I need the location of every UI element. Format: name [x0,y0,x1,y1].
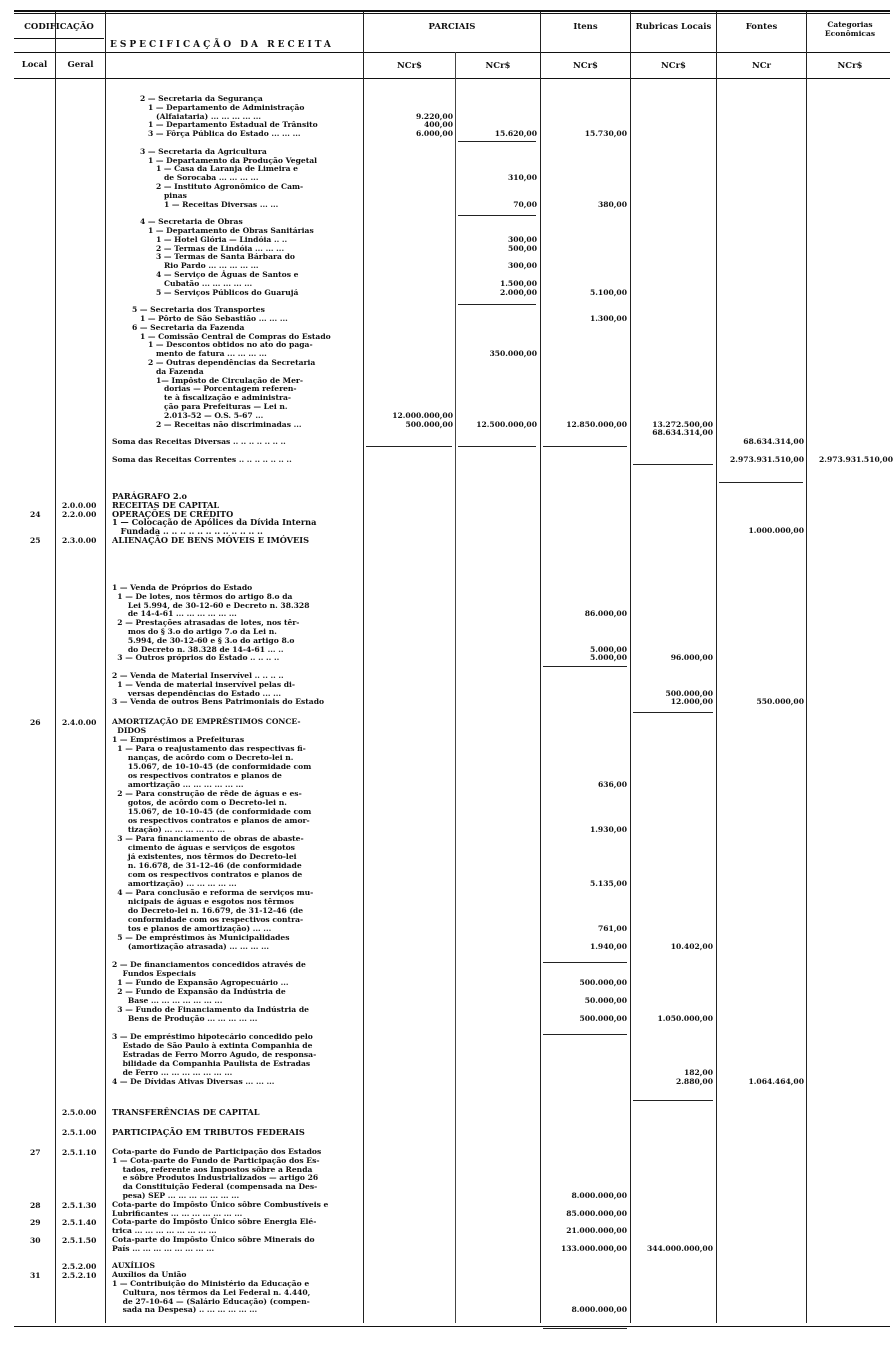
spec-line: (amortização atrasada) ... ... ... ... [112,942,270,951]
amount-it: 500.000,00 [579,1014,627,1023]
amount-rl: 182,00 [683,1068,713,1077]
spec-line: conformidade com os respectivos contra- [112,915,304,924]
spec-line: Lubrificantes ... ... ... ... ... ... ... [112,1208,243,1218]
spec-line: Fundada .. .. .. .. .. .. .. .. .. .. .. .. [112,526,263,537]
spec-line: Cultura, nos têrmos da Lei Federal n. 4.440, [112,1287,311,1297]
spec-line: 2 — De financiamentos concedidos através de [112,960,306,969]
code-geral: 2.4.0.00 [62,718,97,727]
amount-rl: 96.000,00 [670,653,713,663]
unit-fontes: NCr [751,61,771,71]
code-geral: 2.5.2.10 [62,1271,97,1281]
spec-line: amortização ... ... ... ... ... ... [112,780,244,789]
spec-line: ALIENAÇÃO DE BENS MÓVEIS E IMÓVEIS [112,535,310,545]
spec-line: 1 — Departamento de Administração [148,102,305,112]
amount-p1: 12.000.000,00 [392,410,453,420]
spec-line: Cota-parte do Impôsto Único sôbre Energia Elé- [112,1217,317,1227]
spec-line: tização) ... ... ... ... ... ... [112,825,226,834]
spec-line: cimento de águas e serviços de esgotos [112,843,295,852]
spec-line: te à fiscalização e administra- [164,393,292,403]
subtotal-rule [543,1034,627,1035]
spec-line: mos do § 3.o do artigo 7.o da Lei n. [112,627,277,636]
spec-line: n. 16.678, de 31-12-46 (de conformidade [112,861,302,870]
spec-line: 2 — Outras dependências da Secretaria [148,358,316,367]
subtotal-rule [366,446,452,447]
spec-line: os respectivos contratos e planos de [112,771,282,780]
spec-line: 1— Impôsto de Circulação de Mer- [156,375,304,385]
amount-rl: 500.000,00 [665,688,713,698]
spec-line: 2 — Venda de Material Inservível .. .. .. .. [112,671,284,680]
spec-line: 1 — Descontos obtidos no ato do paga- [148,340,313,350]
spec-line: do Decreto-lei n. 16.679, de 31-12-46 (de [112,906,304,915]
spec-line: 2 — Fundo de Expansão da Indústria de [112,987,286,996]
amount-rl: 344.000.000,00 [646,1243,713,1253]
code-geral: 2.5.1.50 [62,1236,97,1245]
spec-line: Cubatão ... ... ... ... ... [164,278,253,288]
spec-line: Bens de Produção ... ... ... ... ... [112,1014,258,1023]
col-line [105,12,106,1323]
amount-p2: 70,00 [513,199,537,209]
amount-fo: 550.000,00 [756,697,804,707]
amount-it: 380,00 [597,199,627,209]
subtotal-rule [543,1328,627,1329]
spec-line: pinas [164,190,187,200]
spec-line: 1 — Departamento de Obras Sanitárias [148,226,314,235]
code-geral: 2.5.0.00 [62,1108,97,1117]
header-bottom-rule [14,78,890,79]
amount-it: 133.000.000,00 [560,1243,627,1253]
spec-line: Base ... ... ... ... ... ... ... [112,996,223,1005]
spec-line: 3 — Secretaria da Agricultura [140,146,267,156]
code-geral: 2.5.1.40 [62,1218,97,1228]
spec-line: 15.067, de 10-10-45 (de conformidade com [112,807,312,816]
amount-it: 8.000.000,00 [571,1191,627,1200]
code-geral: 2.0.0.00 [62,500,97,510]
amount-it: 500.000,00 [579,978,627,987]
amount-p1: 500.000,00 [405,419,453,429]
spec-line: PARÁGRAFO 2.o [112,491,188,501]
amount-rl: 2.880,00 [676,1077,713,1086]
spec-line: Auxílios da União [112,1270,187,1280]
spec-line: 5 — De empréstimos às Municipalidades [112,933,290,942]
spec-line: 1 — Venda de material inservível pelas di- [112,679,296,689]
spec-line: Cota-parte do Fundo de Participação dos Estados [112,1147,322,1156]
code-geral: 2.5.1.00 [62,1128,97,1137]
col-line [363,12,364,1323]
amount-p1: 400,00 [423,120,453,130]
spec-line: 3 — Para financiamento de obras de abaste- [112,834,304,843]
spec-line: 5 — Serviços Públicos do Guarujá [156,287,299,297]
spec-line: TRANSFERÊNCIAS DE CAPITAL [112,1107,260,1117]
spec-line: já existentes, nos têrmos do Decreto-lei [112,852,297,861]
spec-line: 3 — De empréstimo hipotecário concedido pelo [112,1032,313,1041]
amount-p1: 9.220,00 [416,111,453,121]
amount-it: 21.000.000,00 [566,1226,627,1236]
amount-it: 15.730,00 [584,129,627,139]
top-rule-2 [14,13,890,14]
code-local: 31 [30,1271,41,1281]
code-local: 28 [30,1200,41,1210]
spec-line: de 27-10-64 — (Salário Educação) (compen- [112,1296,310,1306]
amount-it: 8.000.000,00 [571,1305,627,1315]
amount-it: 761,00 [597,924,627,933]
amount-rl: 13.272.500,00 [652,419,713,429]
unit-parciais-1: NCr$ [397,61,422,71]
spec-line: 1 — Contribuição do Ministério da Educação e [112,1279,310,1288]
spec-line: 1 — Empréstimos a Prefeituras [112,735,245,744]
spec-line: 15.067, de 10-10-45 (de conformidade com [112,762,312,771]
amount-rl: 68.634.314,00 [652,428,713,438]
header-especificacao: ESPECIFICAÇÃO DA RECEITA [110,40,334,50]
spec-line: de Ferro ... ... ... ... ... ... ... [112,1068,233,1077]
subtotal-rule [633,1100,713,1101]
spec-line: ção para Prefeituras — Lei n. [164,402,288,411]
spec-line: Lei 5.994, de 30-12-60 e Decreto n. 38.328 [112,600,310,610]
top-rule [14,10,890,12]
spec-line: 1 — Casa da Laranja de Limeira e [156,164,299,174]
bottom-rule [14,1326,890,1327]
spec-line: 4 — De Dívidas Ativas Diversas ... ... ... [112,1077,275,1086]
spec-line: com os respectivos contratos e planos de [112,870,303,879]
code-geral: 2.2.0.00 [62,509,97,519]
spec-line: 5 — Secretaria dos Transportes [132,305,265,315]
spec-line: 4 — Serviço de Águas de Santos e [156,270,299,279]
amount-p2: 300,00 [507,234,537,244]
spec-line: bilidade da Companhia Paulista de Estradas [112,1059,311,1068]
spec-line: amortização) ... ... ... ... ... [112,879,237,888]
spec-line: Estradas de Ferro Morro Agudo, de responsa- [112,1050,317,1059]
subtotal-rule [458,446,536,447]
spec-line: 1 — Colocação de Apólices da Dívida Interna [112,517,317,528]
spec-line: trica ... ... ... ... ... ... ... ... [112,1226,217,1236]
amount-it: 1.930,00 [590,825,627,834]
subtotal-rule [633,712,713,713]
spec-line: Soma das Receitas Diversas .. .. .. .. .. .. .. [112,437,286,447]
code-geral: 2.5.1.10 [62,1148,97,1157]
spec-line: 3 — Outros próprios do Estado .. .. .. .. [112,653,280,663]
code-local: 26 [30,718,41,727]
unit-parciais-2: NCr$ [485,61,511,71]
subtotal-rule [543,446,627,447]
spec-line: 1 — Venda de Próprios do Estado [112,583,253,592]
spec-line: Rio Pardo ... ... ... ... ... [164,261,259,271]
col-line [540,12,541,1323]
spec-line: 4 — Secretaria de Obras [140,217,243,227]
spec-line: do Decreto n. 38.328 de 14-4-61 ... .. [112,644,284,654]
amount-it: 5.100,00 [590,287,627,297]
subtotal-rule [458,304,536,305]
amount-p2: 300,00 [507,261,537,271]
amount-p2: 15.620,00 [494,129,537,139]
header-rule [14,52,890,53]
code-local: 27 [30,1148,41,1157]
spec-line: 4 — Para conclusão e reforma de serviços mu- [112,888,314,897]
amount-it: 5.135,00 [590,879,627,888]
spec-line: 1 — Receitas Diversas ... ... [164,199,279,209]
col-line [455,52,456,1323]
spec-line: os respectivos contratos e planos de amor- [112,816,310,825]
amount-it: 636,00 [597,780,627,789]
code-geral: 2.5.2.00 [62,1262,97,1272]
col-line [55,12,56,1323]
amount-fo: 2.973.931.510,00 [730,454,804,464]
spec-line: nicipais de águas e esgotos nos têrmos [112,897,294,906]
header-local: Local [21,60,48,70]
spec-line: Fundos Especiais [112,969,196,978]
spec-line: dorias — Porcentagem referen- [164,384,297,394]
spec-line: 3 — Fundo de Financiamento da Indústria de [112,1005,309,1014]
spec-line: de Sorocaba ... ... ... ... [164,173,259,183]
spec-line: 1 — Departamento da Produção Vegetal [148,155,318,165]
spec-line: 1 — De lotes, nos têrmos do artigo 8.o da [112,591,293,601]
header-rubricas: Rubricas Locais [635,22,712,32]
spec-line: nanças, de acôrdo com o Decreto-lei n. [112,753,294,762]
amount-p2: 1.500,00 [500,278,537,288]
spec-line: (Alfaiataria) ... ... ... ... ... [156,111,262,121]
spec-line: País ... ... ... ... ... ... ... ... [112,1243,215,1253]
code-local: 30 [30,1236,41,1245]
spec-line: Estado de São Paulo à extinta Companhia de [112,1041,313,1050]
spec-line: 2 — Para construção de rêde de águas e es- [112,789,302,798]
spec-line: 1 — Departamento Estadual de Trânsito [148,120,318,130]
amount-p2: 500,00 [507,243,537,253]
amount-fo: 1.000.000,00 [748,526,804,536]
amount-p1: 6.000,00 [416,129,453,139]
spec-line: 1 — Fundo de Expansão Agropecuário ... [112,978,289,987]
spec-line: sada na Despesa) .. ... ... ... ... ... [112,1305,258,1315]
amount-p2: 310,00 [507,173,537,183]
header-categorias: Categorias Econômicas [824,20,876,38]
spec-line: 2 — Prestações atrasadas de lotes, nos têr- [112,618,300,628]
code-local: 24 [30,509,41,519]
spec-line: 1 — Hotel Glória — Lindóia .. .. [156,234,288,244]
spec-line: 2 — Secretaria da Segurança [140,94,263,103]
spec-line: Cota-parte do Impôsto Único sôbre Combustíveis e [112,1199,329,1209]
amount-it: 5.000,00 [590,644,627,654]
cod-rule [14,38,104,39]
spec-line: tados, referente aos Impostos sôbre a Renda [112,1164,313,1174]
spec-line: 3 — Venda de outros Bens Patrimoniais do Estado [112,697,325,707]
amount-rl: 1.050.000,00 [657,1014,713,1023]
spec-line: AUXÍLIOS [112,1261,155,1271]
amount-it: 1.300,00 [590,314,627,323]
spec-line: 3 — Fôrça Pública do Estado ... ... ... [148,129,301,139]
header-fontes: Fontes [745,22,778,32]
header-parciais: PARCIAIS [428,22,476,32]
spec-line: 1 — Cota-parte do Fundo de Participação dos Es- [112,1155,320,1165]
spec-line: PARTICIPAÇÃO EM TRIBUTOS FEDERAIS [112,1127,305,1137]
spec-line: da Constituição Federal (compensada na Des- [112,1182,318,1192]
amount-it: 12.850.000,00 [566,419,627,429]
spec-line: 1 — Comissão Central de Compras do Estado [140,331,331,341]
spec-line: da Fazenda [156,366,204,376]
spec-line: Soma das Receitas Correntes .. .. .. .. .. .. .. [112,454,292,464]
col-line [806,12,807,1323]
amount-rl: 12.000,00 [670,697,713,707]
spec-line: 1 — Para o reajustamento das respectivas fi- [112,744,306,753]
col-line [630,12,631,1323]
amount-it: 5.000,00 [590,653,627,663]
spec-line: 1 — Pôrto de São Sebastião ... ... ... [140,314,288,323]
spec-line: 6 — Secretaria da Fazenda [132,322,245,332]
spec-line: mento de fatura ... ... ... ... [156,349,267,359]
code-local: 29 [30,1218,41,1228]
amount-it: 86.000,00 [584,609,627,619]
amount-p2: 350.000,00 [489,349,537,359]
subtotal-rule [458,215,536,216]
header-geral: Geral [67,60,94,70]
spec-line: 2 — Termas de Lindóia ... ... ... [156,243,285,253]
spec-line: versas dependências do Estado ... ... [112,688,282,698]
amount-it: 50.000,00 [584,996,627,1005]
unit-itens: NCr$ [573,61,598,71]
spec-line: 3 — Termas de Santa Bárbara do [156,252,295,262]
spec-line: 2 — Instituto Agronômico de Cam- [156,182,304,191]
amount-rl: 10.402,00 [670,942,713,951]
spec-line: gotos, de acôrdo com o Decreto-lei n. [112,798,287,807]
unit-categorias: NCr$ [837,61,863,71]
subtotal-rule [633,464,713,465]
header-codificacao: CODIFICAÇÃO [24,22,94,32]
spec-line: pesa) SEP ... ... ... ... ... ... ... [112,1191,240,1200]
spec-line: 2 — Receitas não discriminadas ... [156,419,302,429]
subtotal-rule [458,141,536,142]
spec-line: 2.013-52 — O.S. 5-67 ... [164,410,264,420]
spec-line: tos e planos de amortização) ... ... [112,924,272,933]
spec-line: DIDOS [112,726,147,735]
code-geral: 2.3.0.00 [62,536,97,545]
spec-line: e sôbre Produtos Industrializados — artigo 26 [112,1173,319,1183]
code-local: 25 [30,536,41,545]
amount-ce: 2.973.931.510,00 [819,454,893,464]
spec-line: RECEITAS DE CAPITAL [112,499,220,510]
spec-line: de 14-4-61 ... ... ... ... ... ... [112,609,237,619]
amount-it: 1.940,00 [590,942,627,951]
col-line [716,12,717,1323]
amount-fo: 68.634.314,00 [743,437,804,447]
amount-it: 85.000.000,00 [566,1208,627,1218]
spec-line: OPERAÇÕES DE CRÉDITO [112,508,234,519]
amount-p2: 12.500.000,00 [476,419,537,429]
unit-rubricas: NCr$ [661,61,686,71]
subtotal-rule [543,666,627,667]
header-itens: Itens [573,22,598,32]
spec-line: 5.994, de 30-12-60 e § 3.o do artigo 8.o [112,635,295,645]
subtotal-rule [543,962,627,963]
spec-line: Cota-parte do Impôsto Único sôbre Minerais do [112,1235,315,1244]
amount-fo: 1.064.464,00 [748,1077,804,1086]
spec-line: AMORTIZAÇÃO DE EMPRÉSTIMOS CONCE- [112,717,301,726]
subtotal-rule [719,482,803,483]
amount-p2: 2.000,00 [500,287,537,297]
code-geral: 2.5.1.30 [62,1200,97,1210]
